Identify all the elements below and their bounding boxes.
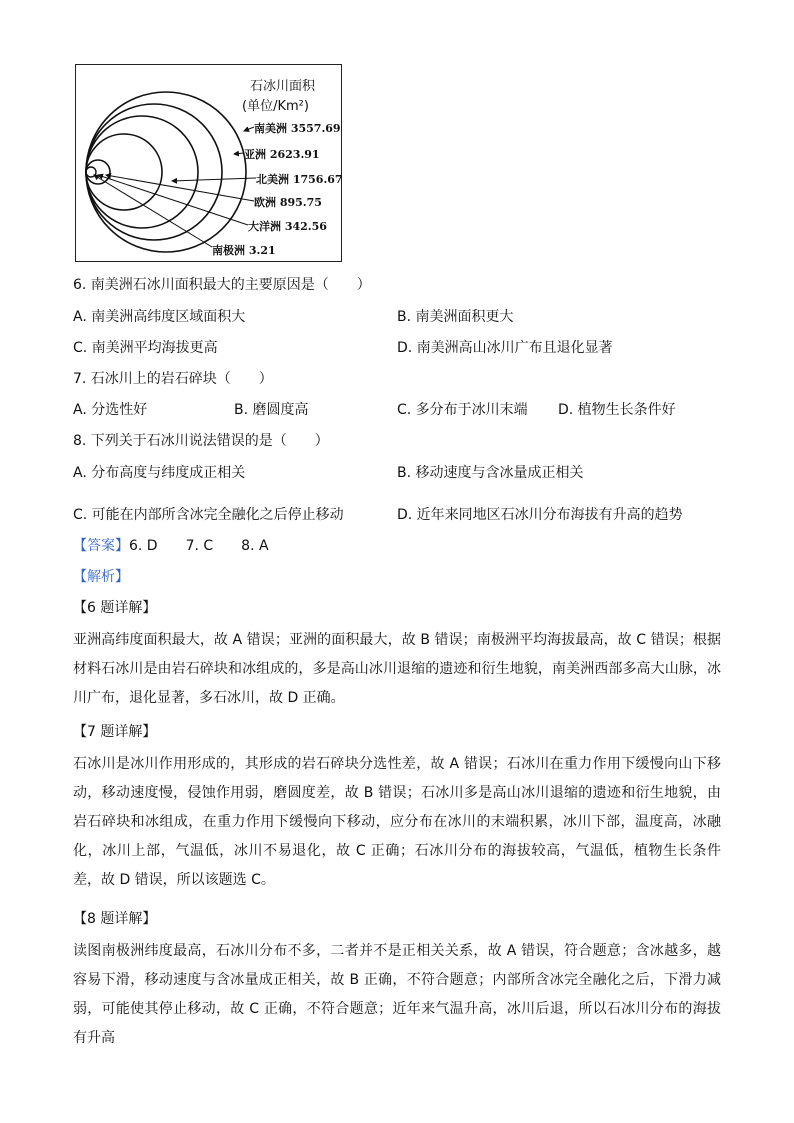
arrow-north-america [172, 178, 256, 181]
q6-detail-heading: 【6 题详解】 [73, 600, 157, 616]
q7-detail-heading: 【7 题详解】 [73, 724, 157, 740]
q8-option-d: D. 近年来同地区石冰川分布海拔有升高的趋势 [397, 507, 683, 523]
label-south-america: 南美洲 3557.69 [254, 122, 341, 135]
q8-option-c: C. 可能在内部所含冰完全融化之后停止移动 [73, 507, 344, 523]
q8-detail-heading: 【8 题详解】 [73, 911, 157, 927]
q7-option-b: B. 磨圆度高 [234, 402, 309, 418]
q7-stem: 7. 石冰川上的岩石碎块（ ） [73, 371, 273, 387]
arrow-south-america [244, 127, 254, 131]
q6-stem: 6. 南美洲石冰川面积最大的主要原因是（ ） [73, 277, 371, 293]
q8-detail-text: 读图南极洲纬度最高，石冰川分布不多，二者并不是正相关关系，故 A 错误，符合题意；含冰越多，越容易下滑，移动速度与含冰量成正相关，故 B 正确，不符合题意；内部所含冰完全融化之后，下滑力减弱，可能使其停止移动，故 C 正确，不符合题意；近年来气温升高，冰川后退，所以石冰川分布的海拔有升高 [73, 943, 721, 1046]
arrow-antarctica [94, 175, 212, 247]
figure-unit: (单位/Km²) [242, 99, 309, 114]
arrow-oceania [98, 175, 248, 225]
circle-europe [86, 134, 162, 210]
q8-option-b: B. 移动速度与含冰量成正相关 [397, 465, 584, 481]
glacier-area-figure [75, 64, 342, 262]
q7-option-c: C. 多分布于冰川末端 [397, 402, 528, 418]
label-europe: 欧洲 895.75 [254, 196, 322, 209]
arrow-asia [234, 153, 244, 154]
q8-option-a: A. 分布高度与纬度成正相关 [73, 465, 246, 481]
q8-stem: 8. 下列关于石冰川说法错误的是（ ） [73, 433, 329, 449]
q6-option-a: A. 南美洲高纬度区域面积大 [73, 309, 246, 325]
q7-option-d: D. 植物生长条件好 [558, 402, 676, 418]
q7-option-a: A. 分选性好 [73, 402, 148, 418]
q6-option-c: C. 南美洲平均海拔更高 [73, 340, 218, 356]
label-north-america: 北美洲 1756.67 [256, 173, 343, 186]
q7-detail-text: 石冰川是冰川作用形成的，其形成的岩石碎块分选性差，故 A 错误；石冰川在重力作用下缓慢向山下移动，移动速度慢，侵蚀作用弱，磨圆度差，故 B 错误；石冰川多是高山冰川退缩的遗迹和衍生地貌，由岩石碎块和冰组成，在重力作用下缓慢向下移动，应分布在冰川的末端积累，冰川下部，温度高，冰融化，冰川上部，气温低，冰川不易退化，故 C 正确；石冰川分布的海拔较高，气温低，植物生长条件差，故 D 错误，所以该题选 C。 [73, 756, 721, 888]
label-asia: 亚洲 2623.91 [244, 148, 320, 161]
analysis-tag: 【解析】 [73, 569, 129, 585]
circle-oceania [86, 160, 110, 184]
circle-asia [86, 104, 222, 240]
label-oceania: 大洋洲 342.56 [248, 220, 327, 233]
circle-north-america [86, 116, 198, 228]
q6-option-b: B. 南美洲面积更大 [397, 309, 514, 325]
q6-detail-text: 亚洲高纬度面积最大，故 A 错误；亚洲的面积最大，故 B 错误；南极洲平均海拔最高，故 C 错误；根据材料石冰川是由岩石碎块和冰组成的，多是高山冰川退缩的遗迹和衍生地貌，南美洲西部多高大山脉，冰川广布，退化显著，多石冰川，故 D 正确。 [73, 632, 721, 706]
q6-option-d: D. 南美洲高山冰川广布且退化显著 [397, 340, 613, 356]
answer-values: 6. D 7. C 8. A [129, 538, 269, 554]
label-antarctica: 南极洲 3.21 [212, 244, 276, 257]
figure-title: 石冰川面积 [250, 79, 316, 94]
answer-tag: 【答案】 [73, 538, 129, 554]
answer-line [73, 536, 269, 556]
